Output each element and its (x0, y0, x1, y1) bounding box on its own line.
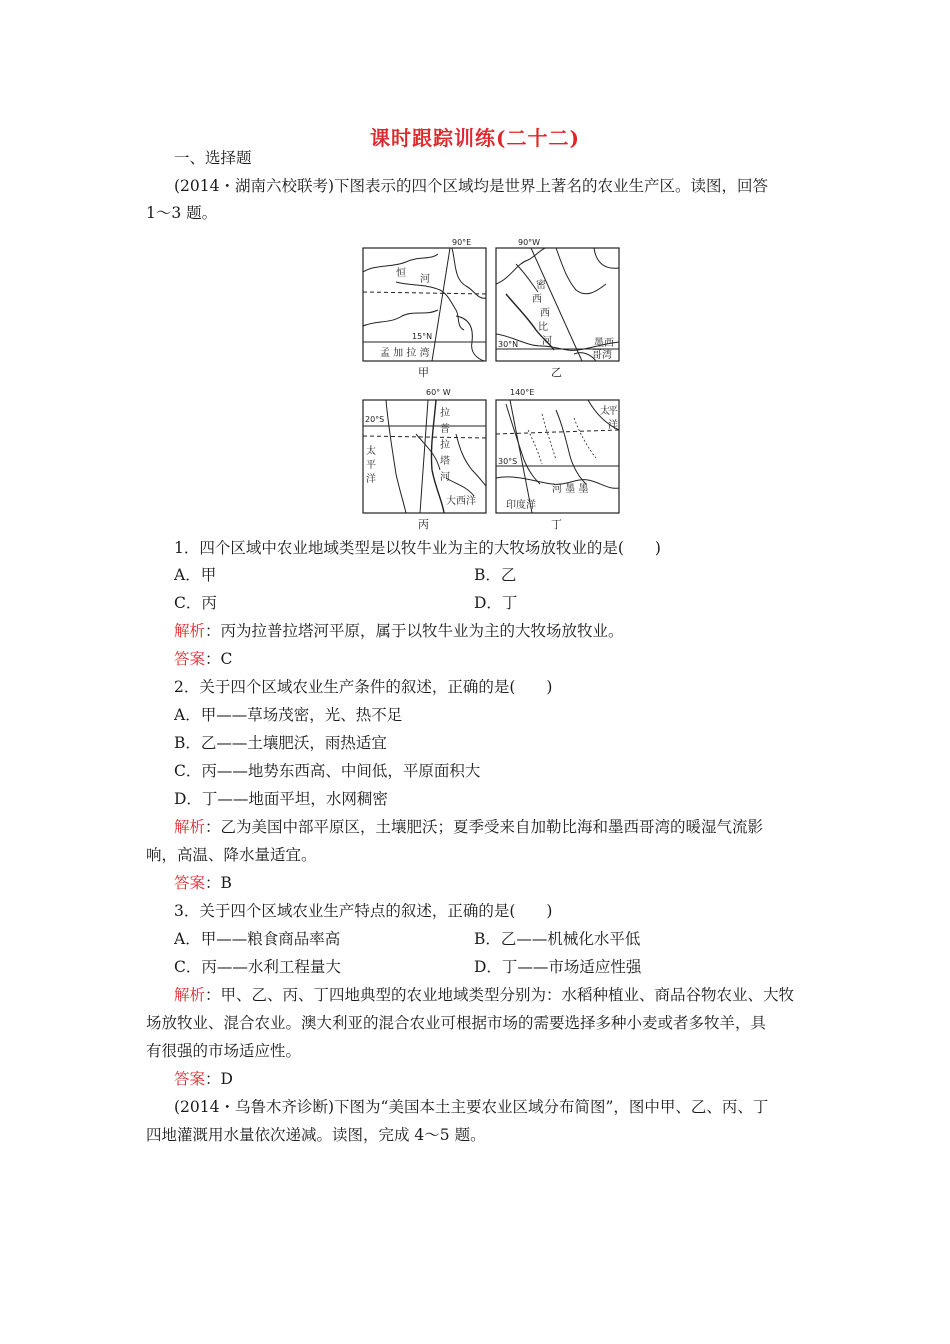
svg-text:比: 比 (538, 322, 548, 333)
question-3-option-d: D．丁——市场适应性强 (474, 958, 642, 976)
question-1-stem: 1．四个区域中农业地域类型是以牧牛业为主的大牧场放牧业的是( ) (174, 539, 661, 557)
map-b-caption: 乙 (551, 366, 562, 379)
question-3-option-b: B．乙——机械化水平低 (474, 930, 641, 948)
svg-text:30°S: 30°S (498, 457, 518, 466)
svg-text:拉: 拉 (440, 408, 450, 419)
answer-text: ：D (205, 1070, 233, 1088)
intro-2-line-1: (2014・乌鲁木齐诊断)下图为“美国本土主要农业区域分布简图”，图中甲、乙、丙、丁 (174, 1098, 769, 1116)
map-a-caption: 甲 (418, 366, 429, 379)
answer-label: 答案 (174, 650, 206, 668)
svg-text:河: 河 (420, 274, 430, 285)
analysis-label: 解析 (174, 818, 206, 836)
question-2-option-b: B．乙——土壤肥沃，雨热适宜 (174, 734, 387, 752)
svg-text:太: 太 (600, 406, 610, 417)
question-2-analysis (174, 817, 763, 837)
svg-text:普: 普 (440, 424, 450, 435)
svg-text:60° W: 60° W (426, 388, 451, 397)
question-3-analysis-cont-1: 场放牧业、混合农业。澳大利亚的混合农业可根据市场的需要选择多种小麦或者多牧羊，具 (146, 1014, 767, 1032)
map-a-frame (363, 248, 486, 361)
analysis-label: 解析 (174, 622, 206, 640)
svg-text:20°S: 20°S (365, 415, 385, 424)
analysis-text: ：甲、乙、丙、丁四地典型的农业地域类型分别为：水稻种植业、商品谷物农业、大牧 (205, 986, 795, 1004)
analysis-text: ：丙为拉普拉塔河平原，属于以牧牛业为主的大牧场放牧业。 (205, 622, 624, 640)
question-3-answer (174, 1069, 233, 1089)
intro-text-line-2: 1～3 题。 (146, 204, 218, 222)
intro-2-line-2: 四地灌溉用水量依次递减。读图，完成 4～5 题。 (146, 1126, 486, 1144)
svg-text:平: 平 (608, 406, 618, 417)
svg-text:密: 密 (536, 280, 546, 291)
svg-text:河: 河 (440, 472, 450, 483)
svg-text:孟 加 拉 湾: 孟 加 拉 湾 (380, 348, 430, 359)
svg-text:平: 平 (366, 460, 376, 471)
svg-text:洋: 洋 (608, 420, 618, 431)
question-3-analysis-cont-2: 有很强的市场适应性。 (146, 1042, 302, 1060)
question-2-option-d: D．丁——地面平坦，水网稠密 (174, 790, 388, 808)
question-1-option-b: B．乙 (474, 566, 517, 584)
answer-label: 答案 (174, 874, 206, 892)
svg-text:洋: 洋 (366, 474, 376, 485)
question-2-analysis-cont: 响，高温、降水量适宜。 (146, 846, 317, 864)
svg-text:河: 河 (542, 336, 552, 347)
svg-text:哥湾: 哥湾 (592, 350, 612, 361)
question-1-analysis (174, 621, 624, 641)
question-1-option-c: C．丙 (174, 594, 217, 612)
map-d-caption: 丁 (551, 518, 562, 531)
question-3-stem: 3．关于四个区域农业生产特点的叙述，正确的是( ) (174, 902, 553, 920)
answer-text: ：B (205, 874, 232, 892)
section-heading: 一、选择题 (174, 149, 252, 167)
analysis-text: ：乙为美国中部平原区，土壤肥沃；夏季受来自加勒比海和墨西哥湾的暖湿气流影 (205, 818, 764, 836)
svg-text:15°N: 15°N (412, 332, 433, 341)
question-2-option-c: C．丙——地势东西高、中间低，平原面积大 (174, 762, 481, 780)
page-title: 课时跟踪训练(二十二) (370, 126, 580, 150)
svg-text:西: 西 (540, 308, 550, 319)
analysis-label: 解析 (174, 986, 206, 1004)
question-1-answer (174, 649, 232, 669)
svg-text:90°E: 90°E (452, 238, 472, 247)
svg-text:140°E: 140°E (510, 388, 535, 397)
question-1-option-a: A．甲 (174, 566, 217, 584)
question-3-analysis (174, 985, 794, 1005)
svg-text:大西洋: 大西洋 (446, 496, 476, 507)
map-grid-svg (356, 234, 626, 530)
answer-text: ：C (205, 650, 233, 668)
question-1-option-d: D．丁 (474, 594, 518, 612)
svg-text:30°N: 30°N (498, 340, 519, 349)
svg-text:拉: 拉 (440, 440, 450, 451)
svg-text:塔: 塔 (440, 456, 450, 467)
answer-label: 答案 (174, 1070, 206, 1088)
question-3-option-c: C．丙——水利工程量大 (174, 958, 341, 976)
svg-text:印度洋: 印度洋 (506, 500, 536, 511)
four-region-map-figure (356, 234, 626, 530)
svg-text:河 墨 墨: 河 墨 墨 (552, 484, 589, 495)
map-c-caption: 丙 (418, 518, 429, 531)
question-2-answer (174, 873, 232, 893)
intro-text-line-1: (2014・湖南六校联考)下图表示的四个区域均是世界上著名的农业生产区。读图，回答 (174, 177, 769, 195)
svg-text:西: 西 (532, 294, 542, 305)
svg-text:恒: 恒 (396, 268, 406, 279)
question-2-option-a: A．甲——草场茂密，光、热不足 (174, 706, 403, 724)
svg-text:90°W: 90°W (518, 238, 541, 247)
svg-text:太: 太 (366, 446, 376, 457)
svg-text:墨西: 墨西 (594, 338, 614, 349)
question-3-option-a: A．甲——粮食商品率高 (174, 930, 341, 948)
question-2-stem: 2．关于四个区域农业生产条件的叙述，正确的是( ) (174, 678, 553, 696)
